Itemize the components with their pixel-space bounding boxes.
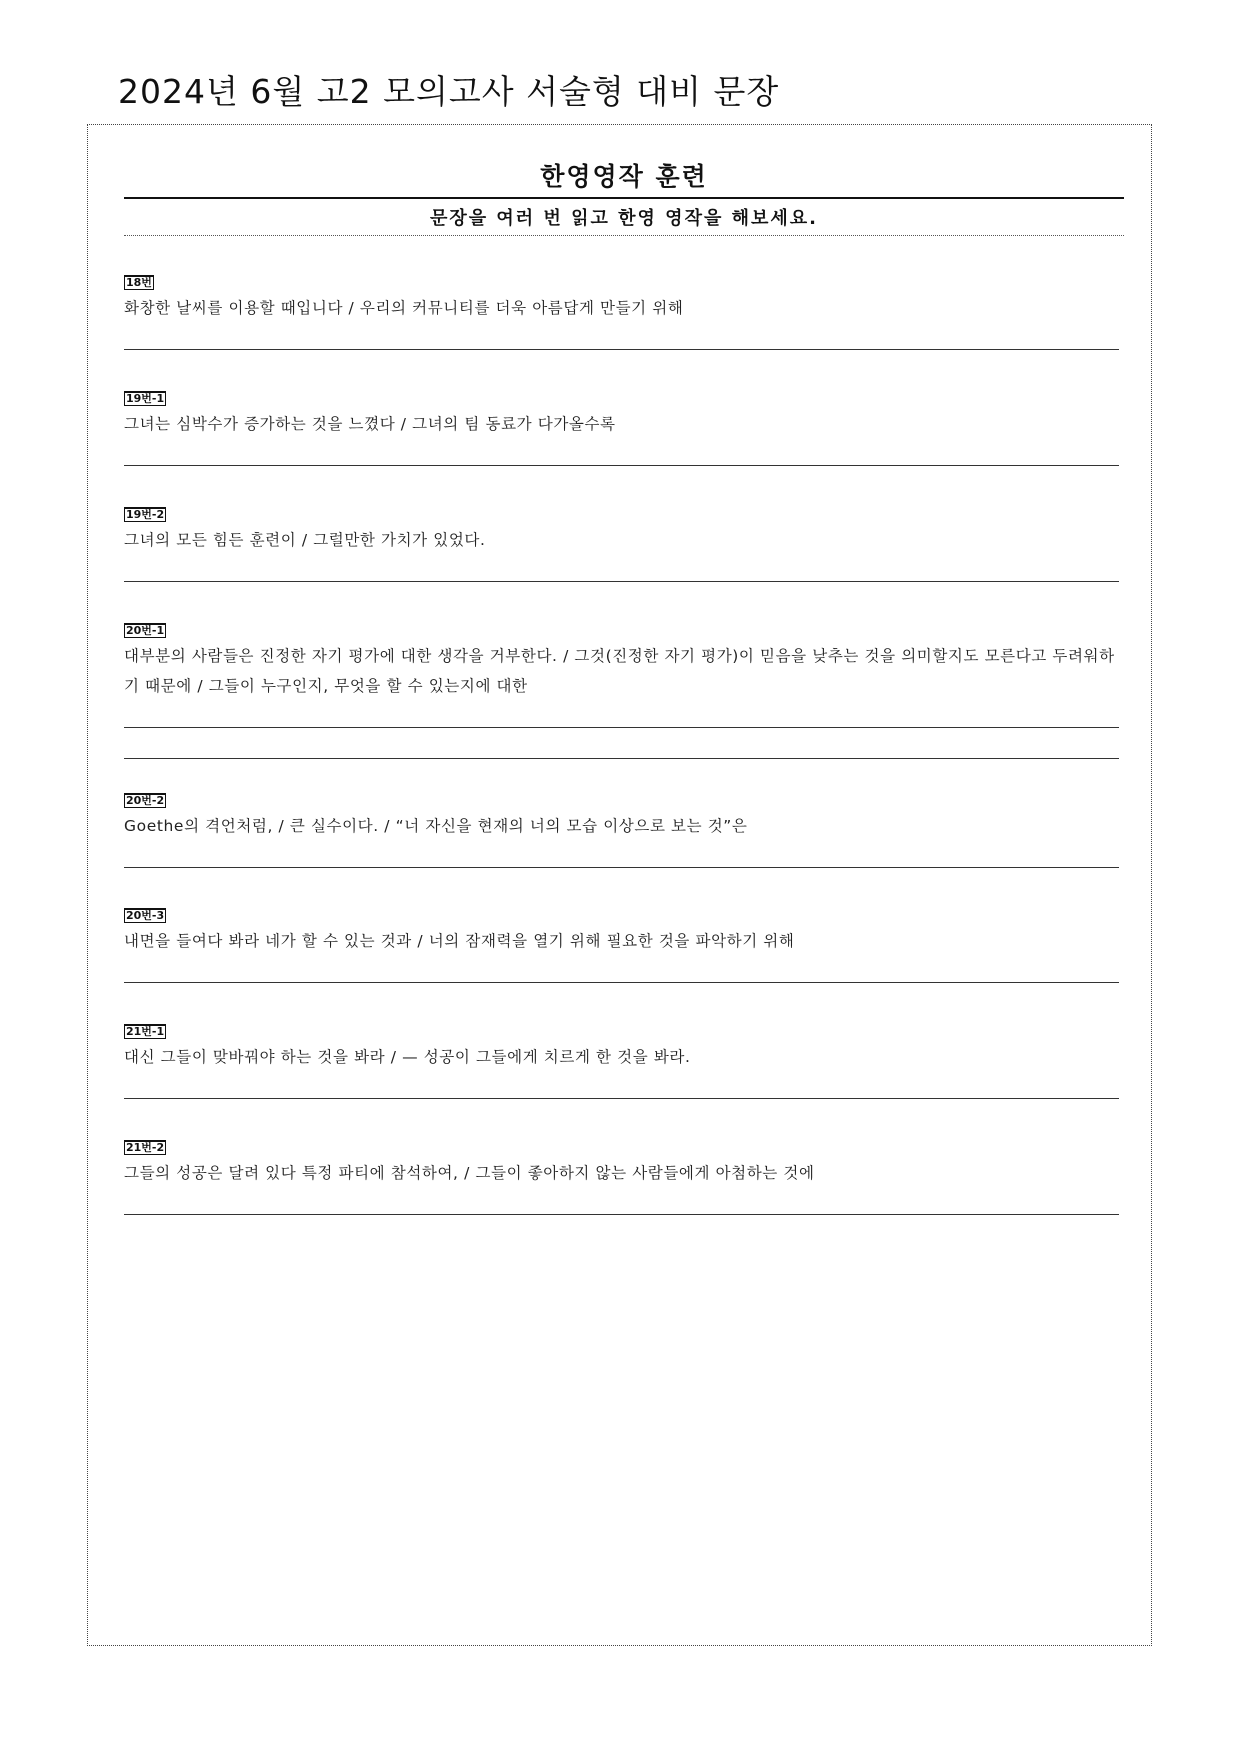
answer-line[interactable] <box>124 867 1119 868</box>
exercise-sentence: 그녀의 모든 힘든 훈련이 / 그럴만한 가치가 있었다. <box>124 531 486 549</box>
page-title: 2024년 6월 고2 모의고사 서술형 대비 문장 <box>118 72 780 111</box>
answer-line[interactable] <box>124 349 1119 350</box>
exercise-item-20-2 <box>124 789 1124 868</box>
answer-line[interactable] <box>124 982 1119 983</box>
exercise-item-19-2 <box>124 503 1124 582</box>
exercise-item-20-3 <box>124 904 1124 983</box>
answer-line[interactable] <box>124 465 1119 466</box>
exercise-item-20-1 <box>124 619 1124 759</box>
question-number-badge: 20번-2 <box>126 794 165 807</box>
exercise-sentence: Goethe의 격언처럼, / 큰 실수이다. / “너 자신을 현재의 너의 모습 이상으로 보는 것”은 <box>124 817 748 835</box>
exercise-item-21-2 <box>124 1136 1124 1215</box>
answer-line[interactable] <box>124 1098 1119 1099</box>
worksheet-frame <box>87 124 1152 1646</box>
exercise-sentence: 대신 그들이 맞바꿔야 하는 것을 봐라 / — 성공이 그들에게 치르게 한 것을 봐라. <box>124 1048 691 1066</box>
question-number-badge: 21번-2 <box>126 1141 165 1154</box>
question-number-badge: 20번-3 <box>126 909 165 922</box>
exercise-sentence: 대부분의 사람들은 진정한 자기 평가에 대한 생각을 거부한다. / 그것(진정한 자기 평가)이 믿음을 낮추는 것을 의미할지도 모른다고 두려워하기 때문에 / 그들이 누구인지, 무엇을 할 수 있는지에 대한 <box>124 647 1115 695</box>
question-number-badge: 20번-1 <box>126 624 165 637</box>
exercise-item-18 <box>124 271 1124 350</box>
question-number-badge: 21번-1 <box>126 1025 165 1038</box>
question-number-badge: 19번-1 <box>126 392 165 405</box>
answer-line[interactable] <box>124 727 1119 728</box>
exercise-item-19-1 <box>124 387 1124 466</box>
heading-divider <box>124 197 1124 199</box>
exercise-sentence: 화창한 날씨를 이용할 때입니다 / 우리의 커뮤니티를 더욱 아름답게 만들기 위해 <box>124 299 684 317</box>
exercise-sentence: 그녀는 심박수가 증가하는 것을 느꼈다 / 그녀의 팀 동료가 다가올수록 <box>124 415 616 433</box>
question-number-badge: 18번 <box>126 276 152 289</box>
section-heading: 한영영작 훈련 <box>540 162 708 191</box>
answer-line[interactable] <box>124 581 1119 582</box>
exercise-sentence: 그들의 성공은 달려 있다 특정 파티에 참석하여, / 그들이 좋아하지 않는 사람들에게 아첨하는 것에 <box>124 1164 815 1182</box>
question-number-badge: 19번-2 <box>126 508 165 521</box>
answer-line[interactable] <box>124 1214 1119 1215</box>
section-instructions: 문장을 여러 번 읽고 한영 영작을 해보세요. <box>429 208 819 229</box>
exercise-item-21-1 <box>124 1020 1124 1099</box>
exercise-sentence: 내면을 들여다 봐라 네가 할 수 있는 것과 / 너의 잠재력을 열기 위해 필요한 것을 파악하기 위해 <box>124 932 795 950</box>
instructions-divider <box>124 235 1124 236</box>
answer-line[interactable] <box>124 758 1119 759</box>
